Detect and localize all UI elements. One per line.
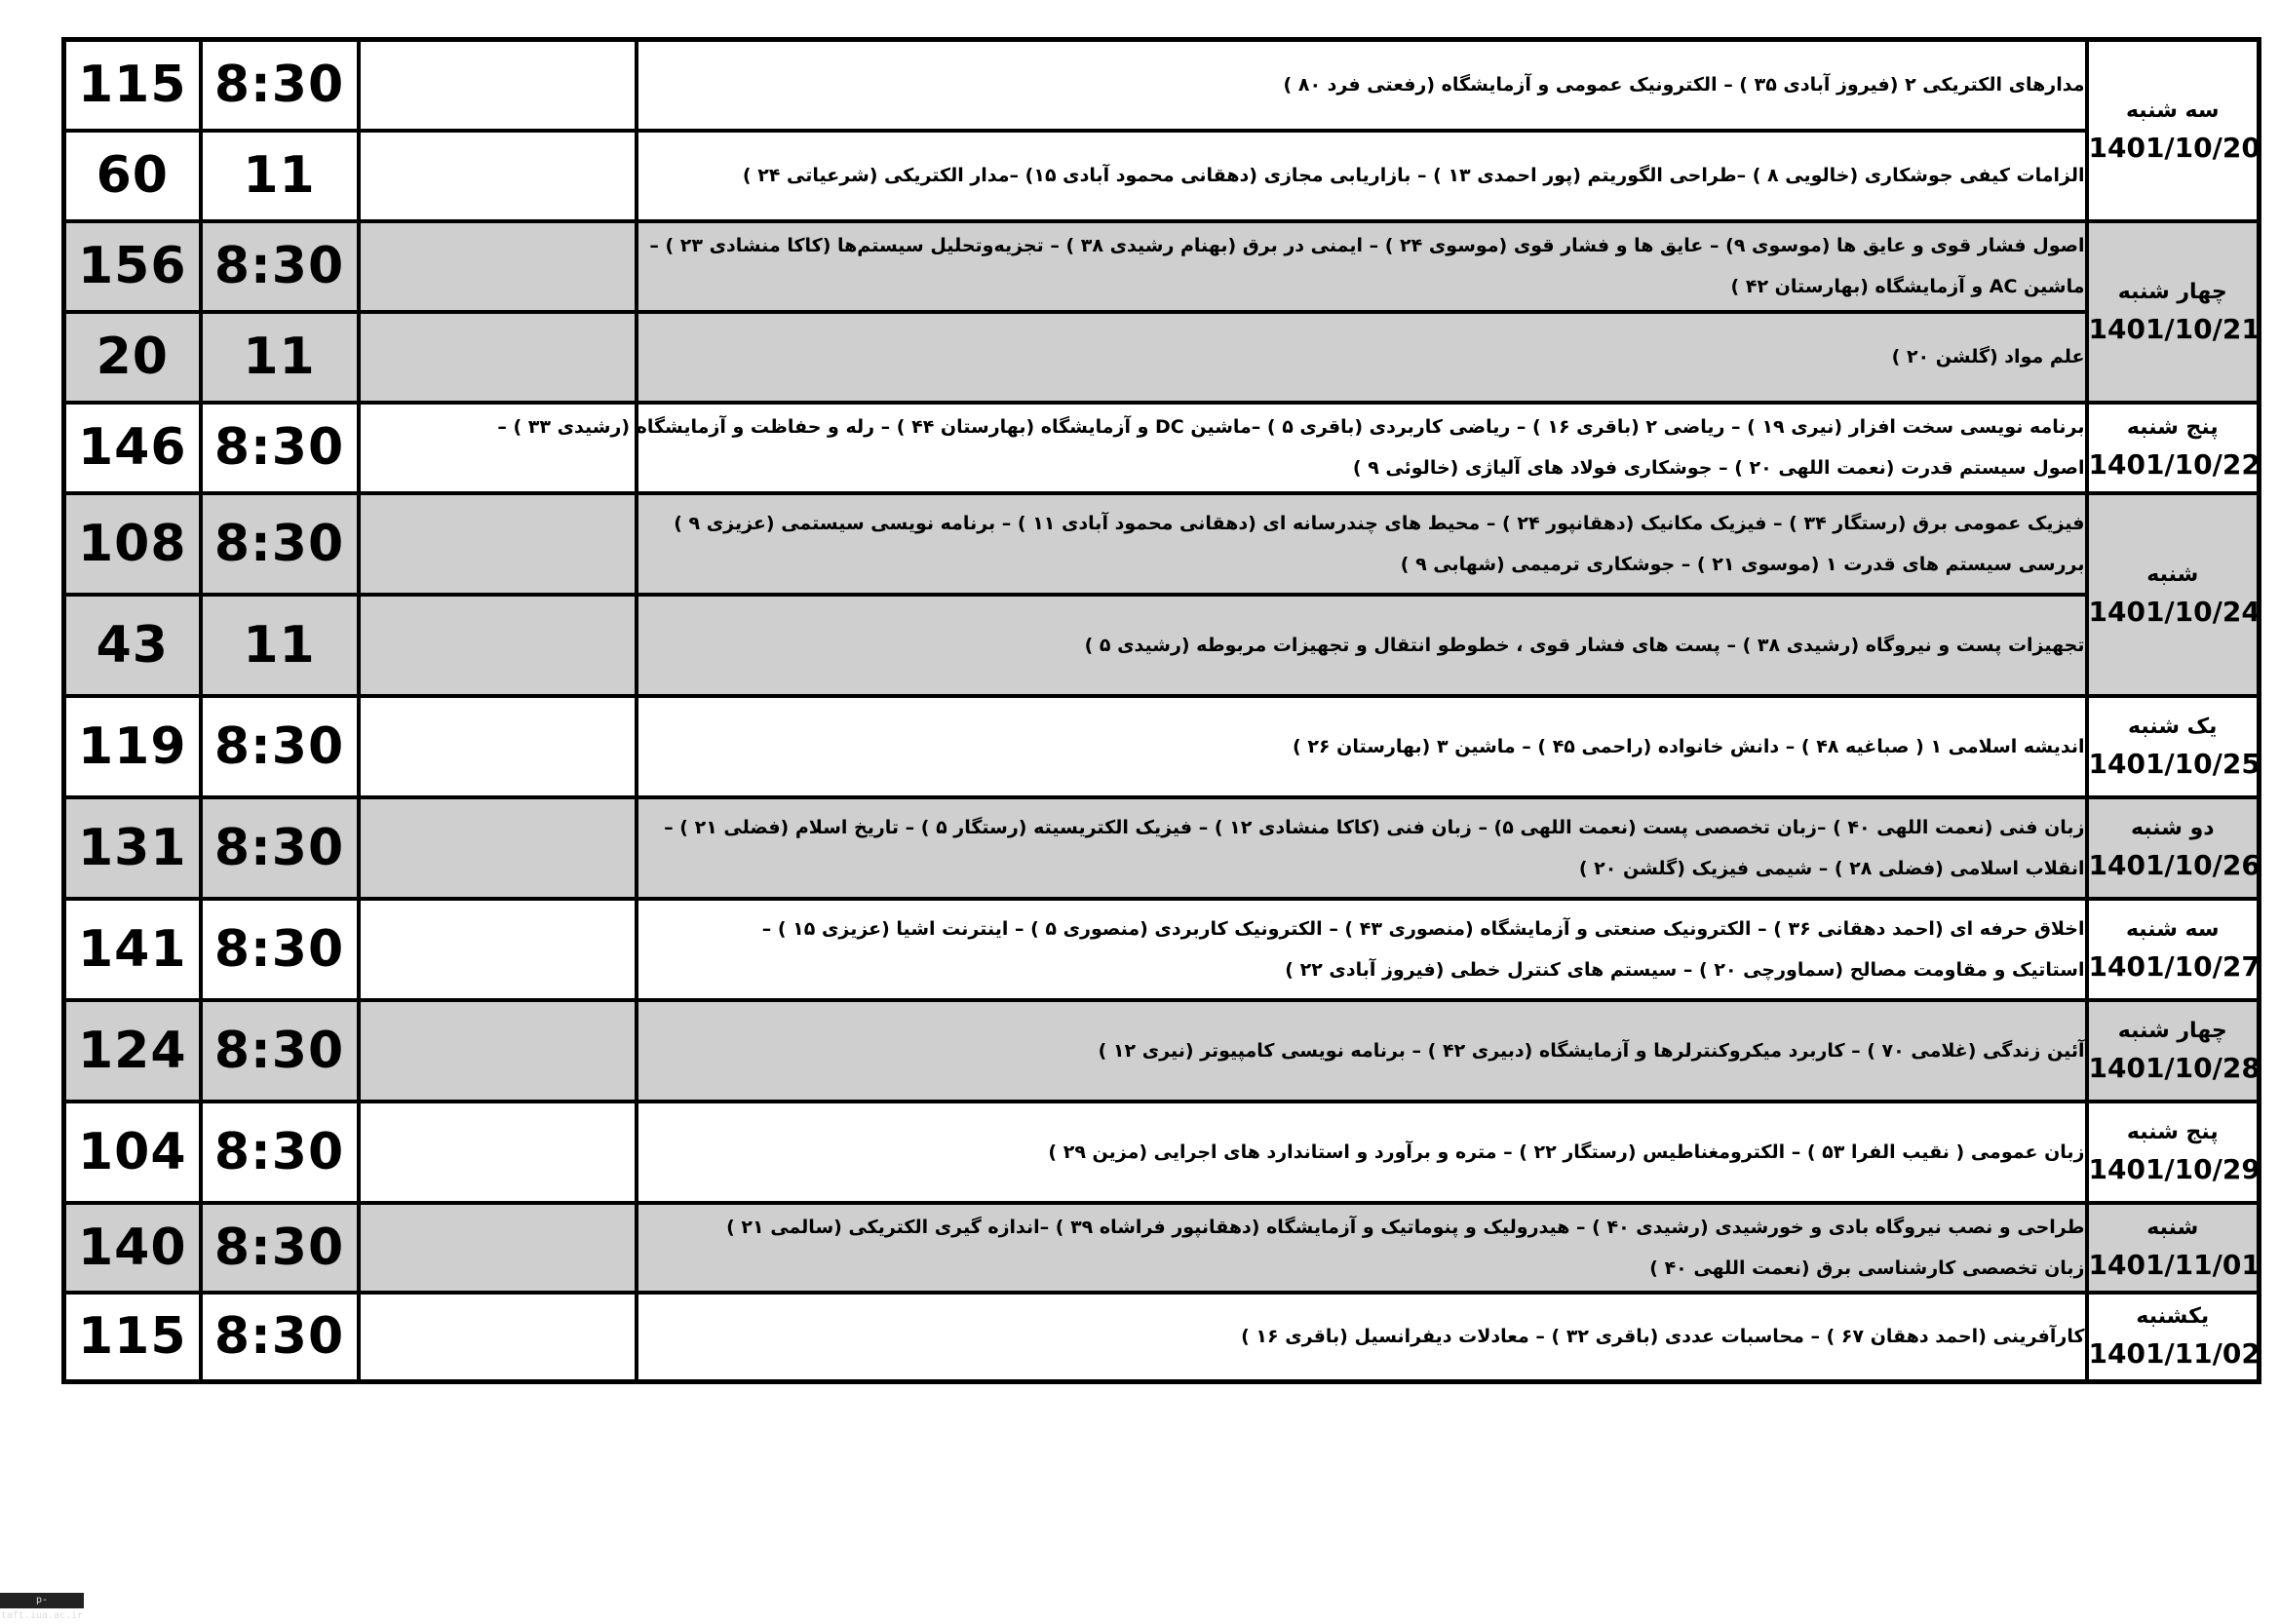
courses-cell — [637, 1102, 2087, 1203]
date-cell — [2087, 899, 2260, 1000]
site-watermark: p-taft.iua.ac.ir — [0, 1595, 84, 1621]
course-line: طراحی و نصب نیروگاه بادی و خورشیدی (رشیدی ۴۰ ) – هیدرولیک و پنوماتیک و آزمایشگاه (دهقانپور فراشاه ۳۹ ) –اندازه گیری الکتریکی (سالمی ۲۱ ) — [726, 1216, 2085, 1238]
weekday: چهار شنبه — [2117, 1018, 2227, 1043]
count-cell: 156 — [64, 221, 201, 312]
date-cell — [2087, 493, 2260, 696]
course-line: فیزیک عمومی برق (رستگار ۳۴ ) – فیزیک مکانیک (دهقانپور ۲۴ ) – محیط های چندرسانه ای (دهقانی محمود آبادی ۱۱ ) – برنامه نویسی سیستمی (عزیزی ۹ ) — [674, 512, 2085, 534]
time-cell: 8:30 — [201, 1293, 359, 1382]
date: 1401/10/21 — [2088, 312, 2261, 345]
date-cell — [2087, 696, 2260, 797]
time-cell: 8:30 — [201, 899, 359, 1000]
time-cell: 8:30 — [201, 1102, 359, 1203]
blank-cell — [359, 899, 637, 1000]
weekday: شنبه — [2146, 1215, 2199, 1240]
weekday: سه شنبه — [2125, 97, 2220, 123]
courses-cell — [637, 493, 2087, 595]
count-cell: 119 — [64, 696, 201, 797]
date: 1401/10/27 — [2088, 949, 2261, 983]
blank-cell — [359, 312, 637, 403]
course-line: مدارهای الکتریکی ۲ (فیروز آبادی ۳۵ ) – الکترونیک عمومی و آزمایشگاه (رفعتی فرد ۸۰ ) — [1283, 74, 2085, 97]
date-cell — [2087, 1203, 2260, 1293]
count-cell: 20 — [64, 312, 201, 403]
course-line: استاتیک و مقاومت مصالح (سماورچی ۲۰ ) – سیستم های کنترل خطی (فیروز آبادی ۲۲ ) — [1285, 958, 2085, 981]
weekday: پنج شنبه — [2126, 415, 2219, 440]
courses-cell — [637, 595, 2087, 696]
courses-cell — [637, 1000, 2087, 1102]
course-line: اندیشه اسلامی ۱ ( صباغیه ۴۸ ) – دانش خانواده (راحمی ۴۵ ) – ماشین ۳ (بهارستان ۲۶ ) — [1293, 735, 2085, 757]
course-line: اخلاق حرفه ای (احمد دهقانی ۳۶ ) – الکترونیک صنعتی و آزمایشگاه (منصوری ۴۳ ) – الکترونیک کاربردی (منصوری ۵ ) – اینترنت اشیا (عزیزی ۱۵ ) – — [761, 917, 2085, 940]
count-cell: 131 — [64, 797, 201, 899]
count-cell: 141 — [64, 899, 201, 1000]
course-line: زبان تخصصی کارشناسی برق (نعمت اللهی ۴۰ ) — [1649, 1257, 2085, 1279]
date: 1401/10/28 — [2088, 1051, 2261, 1084]
course-line: زبان عمومی ( نقیب الفرا ۵۳ ) – الکترومغناطیس (رستگار ۲۲ ) – متره و برآورد و استاندارد های اجرایی (مزین ۲۹ ) — [1048, 1141, 2085, 1163]
date-cell — [2087, 1102, 2260, 1203]
time-cell: 8:30 — [201, 403, 359, 493]
course-line: اصول سیستم قدرت (نعمت اللهی ۲۰ ) – جوشکاری فولاد های آلیاژی (خالوئی ۹ ) — [1352, 457, 2085, 479]
courses-cell — [637, 696, 2087, 797]
course-line: ماشین AC و آزمایشگاه (بهارستان ۴۲ ) — [1730, 276, 2085, 297]
time-cell: 8:30 — [201, 696, 359, 797]
count-cell: 115 — [64, 1293, 201, 1382]
time-cell: 8:30 — [201, 1203, 359, 1293]
weekday: شنبه — [2146, 561, 2199, 587]
date: 1401/10/29 — [2088, 1152, 2261, 1185]
course-line: زبان فنی (نعمت اللهی ۴۰ ) –زبان تخصصی پست (نعمت اللهی ۵) – زبان فنی (کاکا منشادی ۱۲ ) – فیزیک الکتریسیته (رستگار ۵ ) – تاریخ اسلام (فضلی ۲۱ ) – — [664, 816, 2085, 838]
date-cell — [2087, 1293, 2260, 1382]
date-cell — [2087, 797, 2260, 899]
count-cell: 43 — [64, 595, 201, 696]
blank-cell — [359, 595, 637, 696]
blank-cell — [359, 493, 637, 595]
count-cell: 108 — [64, 493, 201, 595]
courses-cell — [637, 221, 2087, 312]
blank-cell — [359, 131, 637, 221]
count-cell: 104 — [64, 1102, 201, 1203]
blank-cell — [359, 40, 637, 131]
count-cell: 124 — [64, 1000, 201, 1102]
time-cell: 11 — [201, 312, 359, 403]
course-line: آئین زندگی (غلامی ۷۰ ) – کاربرد میکروکنترلرها و آزمایشگاه (دبیری ۴۲ ) – برنامه نویسی کامپیوتر (نیری ۱۲ ) — [1098, 1039, 2085, 1062]
courses-cell — [497, 403, 2087, 493]
blank-cell — [359, 1293, 637, 1382]
time-cell: 8:30 — [201, 40, 359, 131]
blank-cell — [359, 221, 637, 312]
date: 1401/11/01 — [2088, 1248, 2261, 1281]
exam-schedule-table — [61, 37, 2261, 1384]
time-cell: 8:30 — [201, 221, 359, 312]
blank-cell — [359, 1102, 637, 1203]
weekday: پنج شنبه — [2126, 1119, 2219, 1144]
courses-cell — [637, 899, 2087, 1000]
weekday: چهار شنبه — [2117, 279, 2227, 304]
date-cell — [2087, 40, 2260, 221]
blank-cell — [359, 1203, 637, 1293]
course-line: الزامات کیفی جوشکاری (خالویی ۸ ) –طراحی الگوریتم (پور احمدی ۱۳ ) – بازاریابی مجازی (دهقانی محمود آبادی ۱۵) –مدار الکتریکی (شرعیاتی ۲۴ ) — [742, 165, 2085, 186]
time-cell: 8:30 — [201, 1000, 359, 1102]
date-cell — [2087, 221, 2260, 403]
time-cell: 11 — [201, 131, 359, 221]
date: 1401/10/20 — [2088, 131, 2261, 164]
date: 1401/10/22 — [2088, 448, 2261, 481]
date: 1401/10/25 — [2088, 747, 2261, 780]
course-line: انقلاب اسلامی (فضلی ۲۸ ) – شیمی فیزیک (گلشن ۲۰ ) — [1578, 857, 2085, 879]
date: 1401/10/26 — [2088, 848, 2261, 881]
course-line: علم مواد (گلشن ۲۰ ) — [1891, 346, 2085, 367]
blank-cell — [359, 1000, 637, 1102]
courses-cell — [637, 1203, 2087, 1293]
course-line: برنامه نویسی سخت افزار (نیری ۱۹ ) – ریاضی ۲ (باقری ۱۶ ) – ریاضی کاربردی (باقری ۵ ) –ماشین DC و آزمایشگاه (بهارستان ۴۴ ) – رله و حفاظت و آزمایشگاه (رشیدی ۳۳ ) – — [497, 416, 2085, 438]
courses-cell — [637, 797, 2087, 899]
courses-cell — [637, 131, 2087, 221]
course-line: بررسی سیستم های قدرت ۱ (موسوی ۲۱ ) – جوشکاری ترمیمی (شهابی ۹ ) — [1400, 553, 2085, 575]
blank-cell — [359, 797, 637, 899]
count-cell: 140 — [64, 1203, 201, 1293]
blank-cell — [359, 696, 637, 797]
course-line: تجهیزات پست و نیروگاه (رشیدی ۳۸ ) – پست های فشار قوی ، خطوطو انتقال و تجهیزات مربوطه (رشیدی ۵ ) — [1084, 634, 2085, 656]
date-cell — [2087, 1000, 2260, 1102]
date: 1401/10/24 — [2088, 595, 2261, 628]
courses-cell — [637, 1293, 2087, 1382]
time-cell: 11 — [201, 595, 359, 696]
weekday: یکشنبه — [2136, 1304, 2210, 1330]
count-cell: 60 — [64, 131, 201, 221]
weekday: یک شنبه — [2128, 714, 2218, 739]
count-cell: 146 — [64, 403, 201, 493]
course-line: اصول فشار قوی و عایق ها (موسوی ۹) – عایق ها و فشار قوی (موسوی ۲۴ ) – ایمنی در برق (بهنام رشیدی ۳۸ ) – تجزیه‌وتحلیل سیستم‌ها (کاکا منشادی ۲۳ ) – — [649, 235, 2085, 256]
weekday: سه شنبه — [2125, 916, 2220, 942]
weekday: دو شنبه — [2130, 815, 2215, 840]
time-cell: 8:30 — [201, 797, 359, 899]
date-cell — [2087, 403, 2260, 493]
time-cell: 8:30 — [201, 493, 359, 595]
course-line: کارآفرینی (احمد دهقان ۶۷ ) – محاسبات عددی (باقری ۳۲ ) – معادلات دیفرانسیل (باقری ۱۶ ) — [1241, 1326, 2085, 1348]
courses-cell — [637, 312, 2087, 403]
date: 1401/11/02 — [2088, 1337, 2261, 1371]
courses-cell — [637, 40, 2087, 131]
count-cell: 115 — [64, 40, 201, 131]
